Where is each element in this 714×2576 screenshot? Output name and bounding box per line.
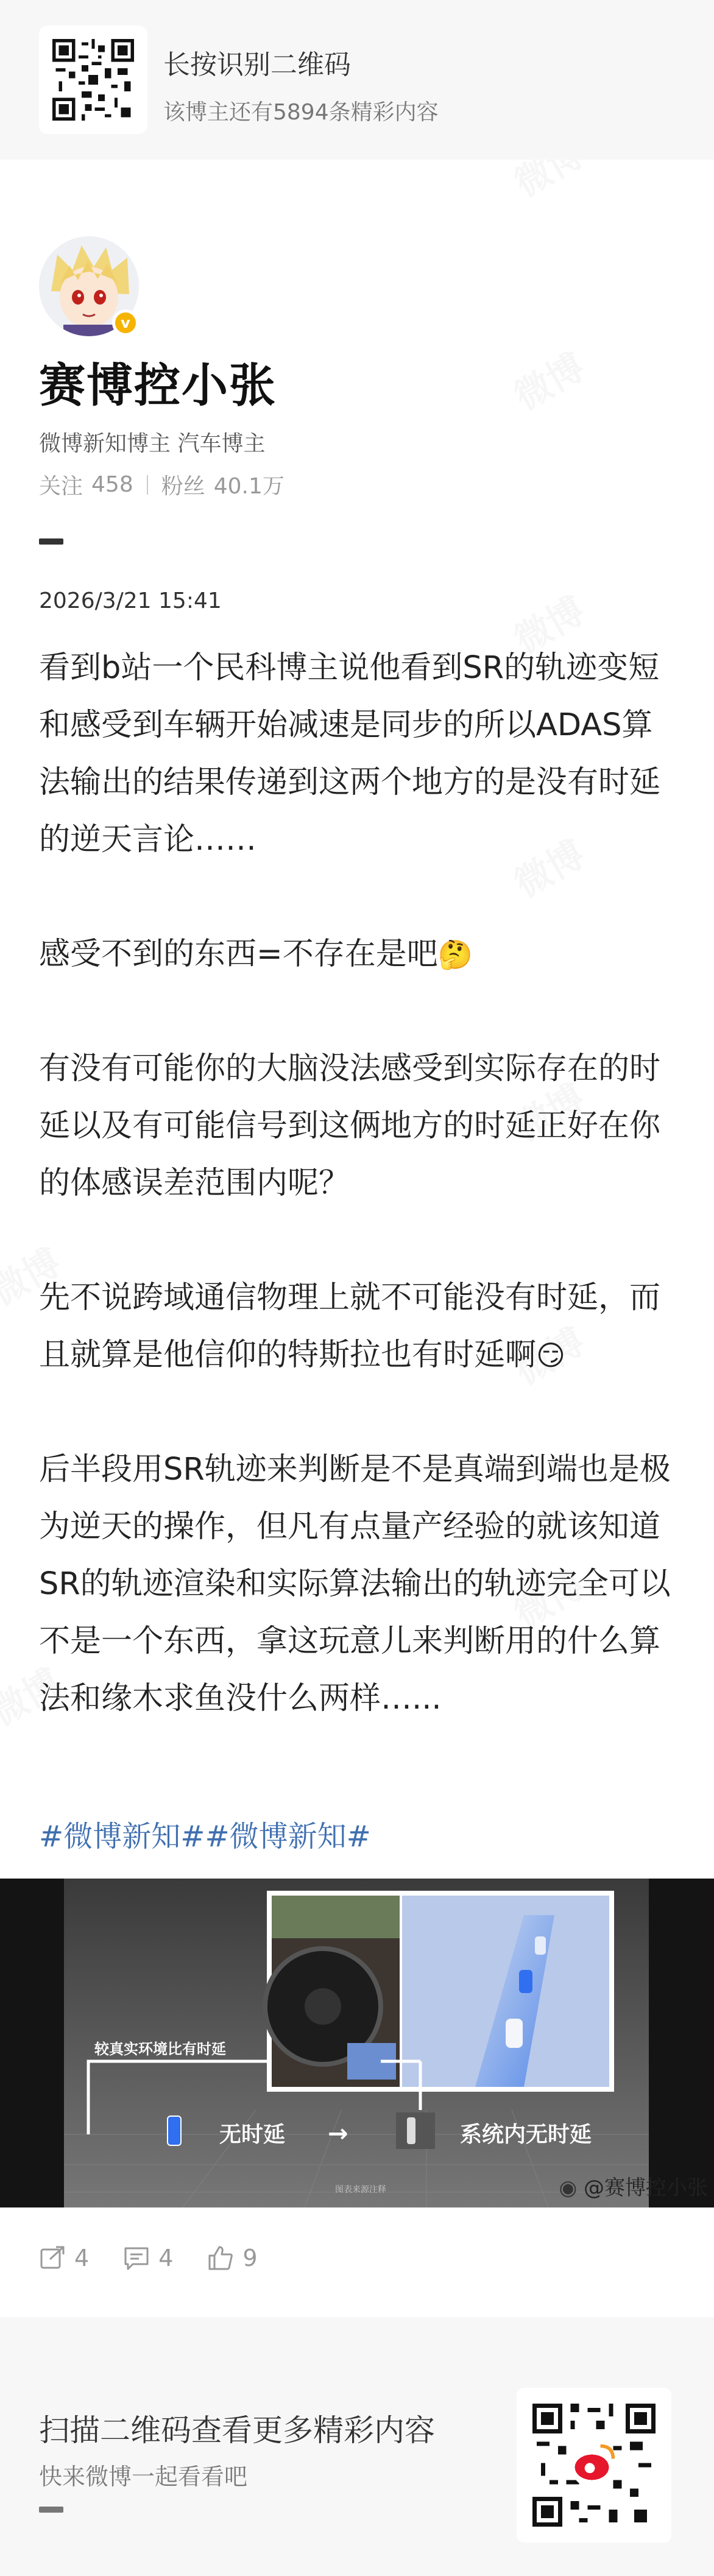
background-watermark bbox=[504, 339, 593, 420]
author-tags: 微博新知博主 汽车博主 bbox=[39, 431, 266, 456]
follow-count: 458 bbox=[91, 472, 133, 497]
media-arrow: → bbox=[328, 2120, 348, 2148]
post-paragraph bbox=[39, 926, 679, 983]
follow-label: 关注 bbox=[39, 474, 83, 499]
bottom-banner-subtitle: 快来微博一起看看吧 bbox=[39, 2463, 248, 2490]
hashtag-link[interactable]: #微博新知##微博新知# bbox=[39, 1819, 371, 1854]
author-stats bbox=[39, 469, 285, 500]
post-paragraph-text: 感受不到的东西=不存在是吧 bbox=[39, 936, 438, 972]
comment-button[interactable] bbox=[123, 2245, 173, 2271]
media-label-system: 系统内无时延 bbox=[460, 2122, 592, 2147]
fans-label: 粉丝 bbox=[161, 474, 205, 499]
divider-bar bbox=[39, 538, 63, 545]
like-count: 9 bbox=[242, 2245, 258, 2271]
thumbs-up-icon bbox=[207, 2245, 234, 2271]
stat-divider bbox=[147, 475, 148, 495]
fans-count: 40.1万 bbox=[213, 474, 285, 499]
author-name[interactable]: 赛博控小张 bbox=[39, 358, 277, 412]
smirk-emoji-icon: 😏 bbox=[536, 1339, 565, 1372]
media-label-left: 较真实环境比有时延 bbox=[94, 2041, 226, 2058]
banner-title: 长按识别二维码 bbox=[163, 49, 351, 80]
post-paragraph bbox=[39, 1269, 679, 1384]
post-paragraph: 看到b站一个民科博主说他看到SR的轨迹变短和感受到车辆开始减速是同步的所以ADAS算法输出的结果传递到这两个地方的是没有时延的逆天言论…… bbox=[39, 650, 661, 858]
media-small-caption: 图表来源注释 bbox=[335, 2185, 386, 2195]
weibo-logo-icon: ◉ bbox=[559, 2176, 578, 2200]
post-body bbox=[39, 640, 679, 1785]
share-button[interactable] bbox=[39, 2245, 89, 2271]
post-paragraph-text: 先不说跨域通信物理上就不可能没有时延，而且就算是他信仰的特斯拉也有时延啊 bbox=[39, 1280, 661, 1373]
share-count: 4 bbox=[74, 2245, 90, 2271]
top-qr-banner[interactable] bbox=[0, 0, 714, 160]
post-date: 2026/3/21 15:41 bbox=[39, 588, 222, 613]
image-watermark-text: @赛博控小张 bbox=[584, 2176, 708, 2200]
post-paragraph: 有没有可能你的大脑没法感受到实际存在的时延以及有可能信号到这俩地方的时延正好在你的体感误差范围内呢？ bbox=[39, 1051, 661, 1201]
post-paragraph: 后半段用SR轨迹来判断是不是真端到端也是极为逆天的操作，但凡有点量产经验的就该知道SR的轨迹渲染和实际算法输出的轨迹完全可以不是一个东西，拿这玩意儿来判断用的什么算法和缘木求鱼没什么两样…... bbox=[39, 1452, 671, 1717]
post-image[interactable] bbox=[0, 1879, 714, 2207]
banner-subtitle: 该博主还有5894条精彩内容 bbox=[163, 100, 439, 125]
comment-icon bbox=[123, 2245, 150, 2271]
divider-bar bbox=[39, 2507, 63, 2513]
image-watermark bbox=[559, 2171, 708, 2201]
verified-badge-icon: v bbox=[112, 309, 139, 336]
comment-count: 4 bbox=[158, 2245, 174, 2271]
share-icon bbox=[39, 2245, 66, 2271]
thinking-emoji-icon: 🤔 bbox=[437, 938, 473, 971]
qr-code-icon[interactable] bbox=[39, 26, 147, 134]
qr-code-icon[interactable] bbox=[517, 2388, 671, 2542]
like-button[interactable] bbox=[207, 2245, 257, 2271]
bottom-banner-title: 扫描二维码查看更多精彩内容 bbox=[39, 2413, 435, 2448]
media-label-no-delay: 无时延 bbox=[219, 2122, 286, 2147]
post-actions bbox=[39, 2245, 292, 2271]
